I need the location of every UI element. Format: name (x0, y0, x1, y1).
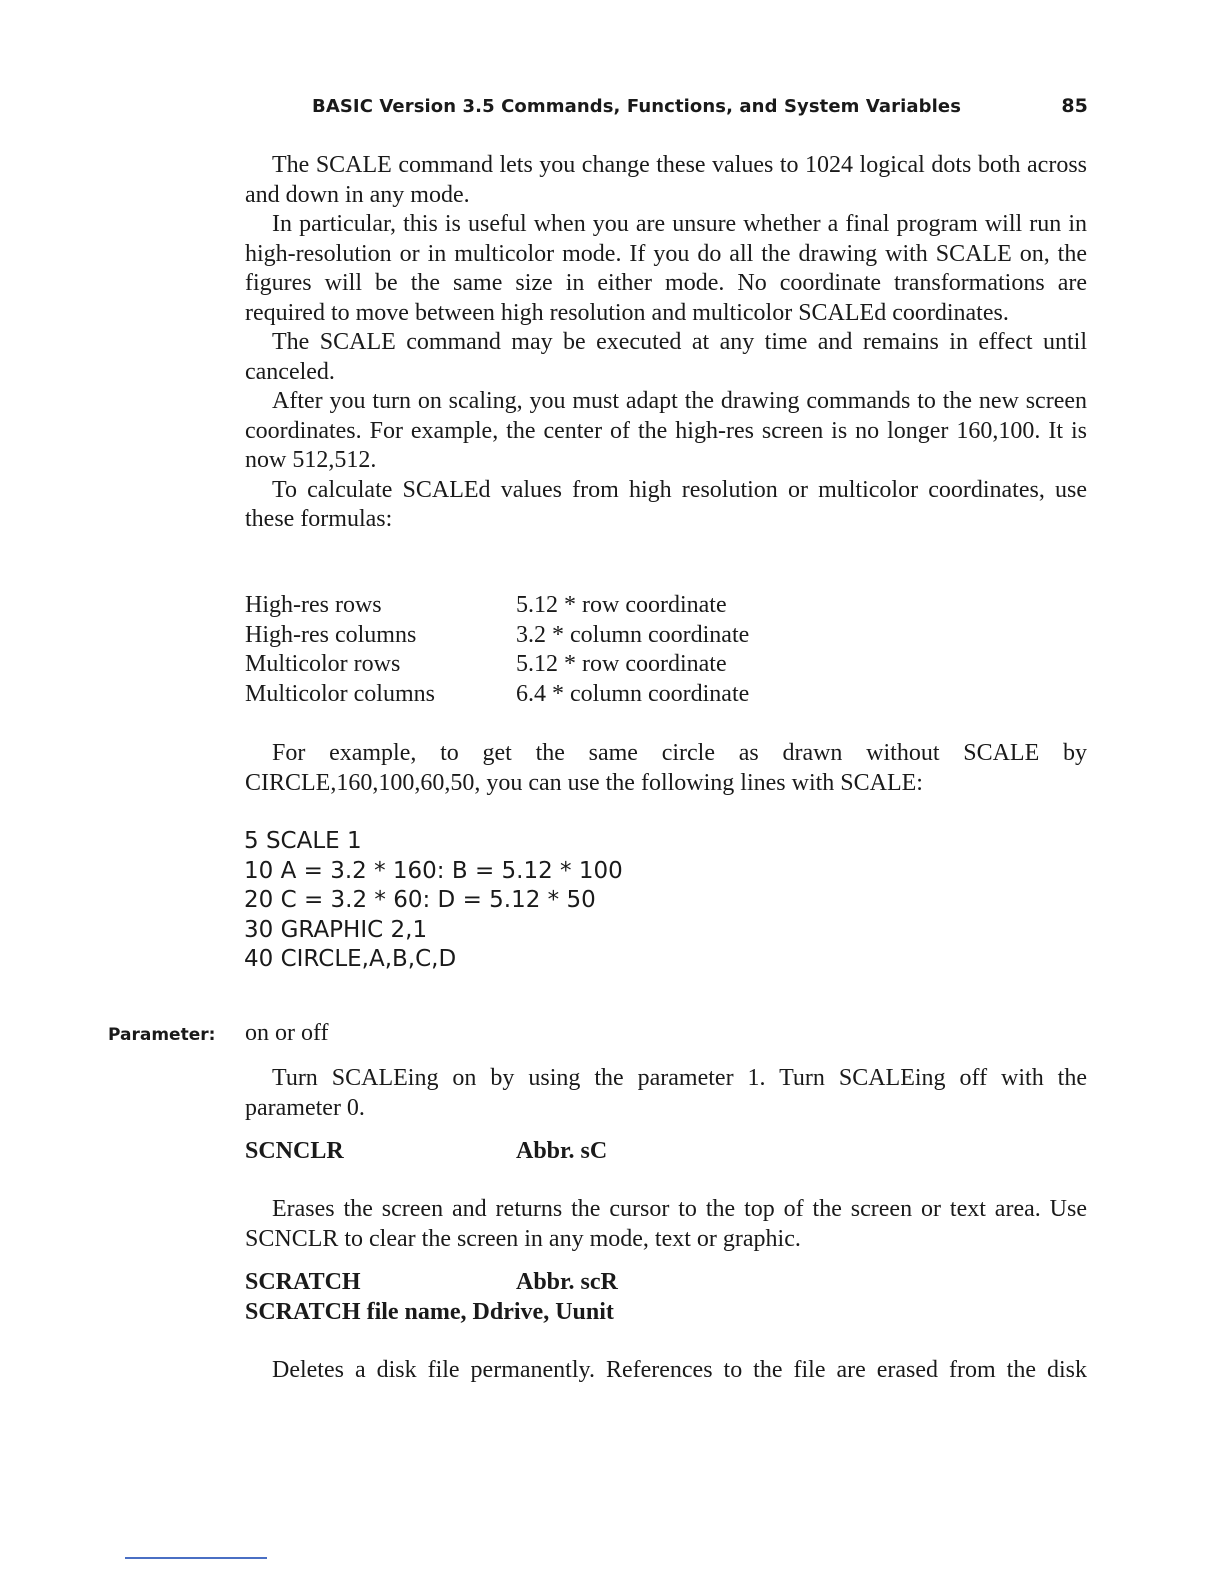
formula-table (245, 591, 749, 709)
scratch-description: Deletes a disk file permanently. References to the file are erased from the disk (272, 1357, 1087, 1383)
parameter-label: Parameter: (108, 1025, 216, 1045)
formula-row (245, 650, 749, 680)
parameter-value: on or off (245, 1020, 329, 1046)
formula-label: Multicolor rows (245, 651, 401, 677)
formula-row (245, 621, 749, 651)
header-title: BASIC Version 3.5 Commands, Functions, and System Variables (312, 96, 962, 117)
code-line: 5 SCALE 1 (244, 828, 362, 854)
formula-label: High-res columns (245, 621, 417, 648)
formula-value: 3.2 * column coordinate (516, 621, 750, 648)
paragraph-3: The SCALE command may be executed at any time and remains in effect until canceled. (245, 329, 1087, 385)
scratch-name: SCRATCH (245, 1269, 361, 1295)
scnclr-abbr: Abbr. sC (516, 1138, 608, 1164)
scratch-abbr: Abbr. scR (516, 1269, 618, 1295)
formula-value: 6.4 * column coordinate (516, 680, 750, 707)
scratch-heading (245, 1268, 618, 1298)
parameter-description-block (245, 1064, 1087, 1123)
scnclr-description-block (245, 1195, 1087, 1254)
code-line: 10 A = 3.2 * 160: B = 5.12 * 100 (244, 857, 623, 884)
formula-row (245, 680, 749, 710)
code-line: 40 CIRCLE,A,B,C,D (244, 946, 457, 972)
code-listing (244, 827, 623, 975)
formula-label: Multicolor columns (245, 680, 435, 707)
scratch-syntax: SCRATCH file name, Ddrive, Uunit (245, 1299, 614, 1325)
parameter-description: Turn SCALEing on by using the parameter 1. Turn SCALEing off with the parameter 0. (245, 1065, 1087, 1121)
example-intro: For example, to get the same circle as drawn without SCALE by CIRCLE,160,100,60,50, you can use the following lines with SCALE: (245, 740, 1087, 796)
footer-rule (125, 1557, 267, 1559)
paragraph-1: The SCALE command lets you change these values to 1024 logical dots both across and down in any mode. (245, 152, 1087, 208)
page-number: 85 (1061, 95, 1088, 117)
intro-text (245, 151, 1087, 535)
example-intro-block (245, 739, 1087, 798)
running-header (312, 95, 1088, 117)
formula-value: 5.12 * row coordinate (516, 651, 727, 677)
scnclr-description: Erases the screen and returns the cursor to the top of the screen or text area. Use SCNCLR to clear the screen in any mode, text or graphic. (245, 1196, 1087, 1252)
paragraph-4: After you turn on scaling, you must adapt the drawing commands to the new screen coordinates. For example, the center of the high-res screen is no longer 160,100. It is now 512,512. (245, 388, 1087, 473)
formula-row (245, 591, 749, 621)
formula-value: 5.12 * row coordinate (516, 592, 727, 618)
scratch-syntax-line (245, 1298, 614, 1328)
scratch-description-block (245, 1356, 1087, 1386)
code-line: 30 GRAPHIC 2,1 (244, 916, 428, 943)
paragraph-2: In particular, this is useful when you are unsure whether a final program will run in high-resolution or in multicolor mode. If you do all the drawing with SCALE on, the figures will be the same size in either mode. No coordinate transformations are required to move between high resolution and multicolor SCALEd coordinates. (245, 211, 1087, 326)
code-line: 20 C = 3.2 * 60: D = 5.12 * 50 (244, 887, 596, 913)
scnclr-heading (245, 1137, 607, 1167)
formula-label: High-res rows (245, 592, 382, 618)
paragraph-5: To calculate SCALEd values from high resolution or multicolor coordinates, use these formulas: (245, 476, 1087, 532)
scnclr-name: SCNCLR (245, 1138, 344, 1164)
